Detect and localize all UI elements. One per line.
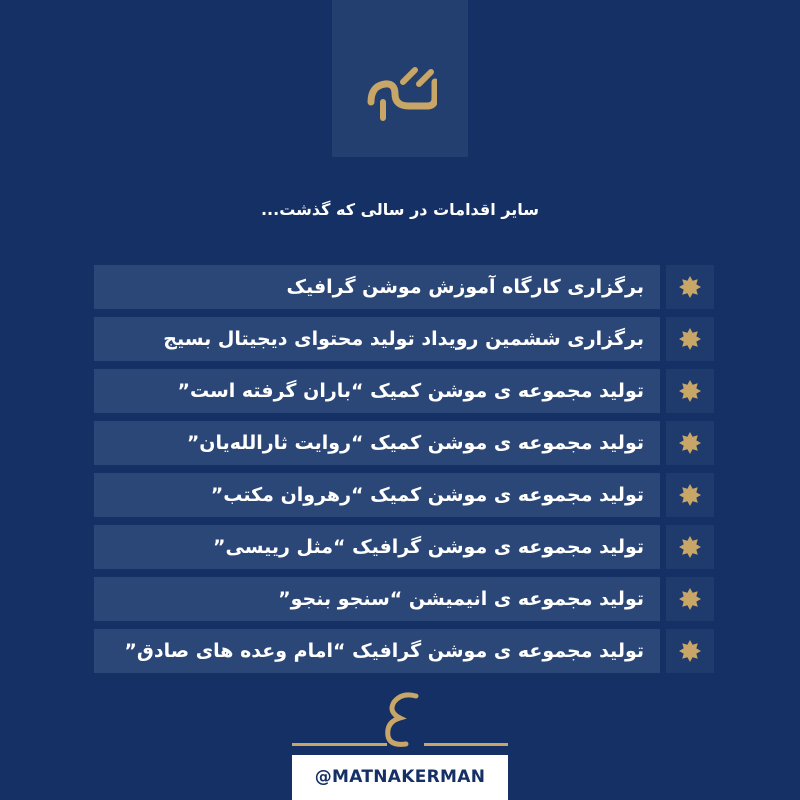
item-bar	[94, 265, 660, 309]
social-handle-box	[292, 755, 508, 800]
item-bar	[94, 421, 660, 465]
item-text: برگزاری کارگاه آموزش موشن گرافیک	[286, 276, 644, 298]
social-handle: @MATNAKERMAN	[314, 767, 486, 787]
item-text: تولید مجموعه ی موشن گرافیک “امام وعده های صادق”	[124, 640, 644, 662]
list-item	[94, 577, 714, 621]
item-icon-box	[666, 577, 714, 621]
item-text: تولید مجموعه ی انیمیشن “سنجو بنجو”	[278, 588, 644, 610]
star-ornament-icon	[678, 327, 702, 351]
item-bar	[94, 629, 660, 673]
list-item	[94, 421, 714, 465]
item-icon-box	[666, 317, 714, 361]
item-text: برگزاری ششمین رویداد تولید محتوای دیجیتال بسیج	[163, 328, 644, 350]
list-item	[94, 369, 714, 413]
item-icon-box	[666, 473, 714, 517]
item-icon-box	[666, 525, 714, 569]
item-bar	[94, 473, 660, 517]
star-ornament-icon	[678, 483, 702, 507]
ein-letter-ornament-icon	[372, 690, 428, 748]
item-text: تولید مجموعه ی موشن کمیک “روایت ثارالله‌یان”	[186, 432, 644, 454]
matn-calligraphy-logo-icon	[365, 62, 437, 122]
section-subtitle: سایر اقدامات در سالی که گذشت...	[260, 200, 540, 219]
item-bar	[94, 317, 660, 361]
item-text: تولید مجموعه ی موشن کمیک “رهروان مکتب”	[210, 484, 644, 506]
item-text: تولید مجموعه ی موشن کمیک “باران گرفته است”	[177, 380, 644, 402]
footer-divider-left	[292, 743, 387, 746]
star-ornament-icon	[678, 275, 702, 299]
list-item	[94, 473, 714, 517]
list-item	[94, 317, 714, 361]
footer-divider-right	[424, 743, 508, 746]
list-item	[94, 629, 714, 673]
star-ornament-icon	[678, 431, 702, 455]
item-icon-box	[666, 369, 714, 413]
item-icon-box	[666, 265, 714, 309]
list-item	[94, 525, 714, 569]
item-text: تولید مجموعه ی موشن گرافیک “مثل رییسی”	[213, 536, 644, 558]
star-ornament-icon	[678, 587, 702, 611]
star-ornament-icon	[678, 639, 702, 663]
item-icon-box	[666, 421, 714, 465]
star-ornament-icon	[678, 535, 702, 559]
item-icon-box	[666, 629, 714, 673]
item-bar	[94, 525, 660, 569]
star-ornament-icon	[678, 379, 702, 403]
item-bar	[94, 369, 660, 413]
list-item	[94, 265, 714, 309]
item-bar	[94, 577, 660, 621]
logo-box	[332, 0, 468, 157]
